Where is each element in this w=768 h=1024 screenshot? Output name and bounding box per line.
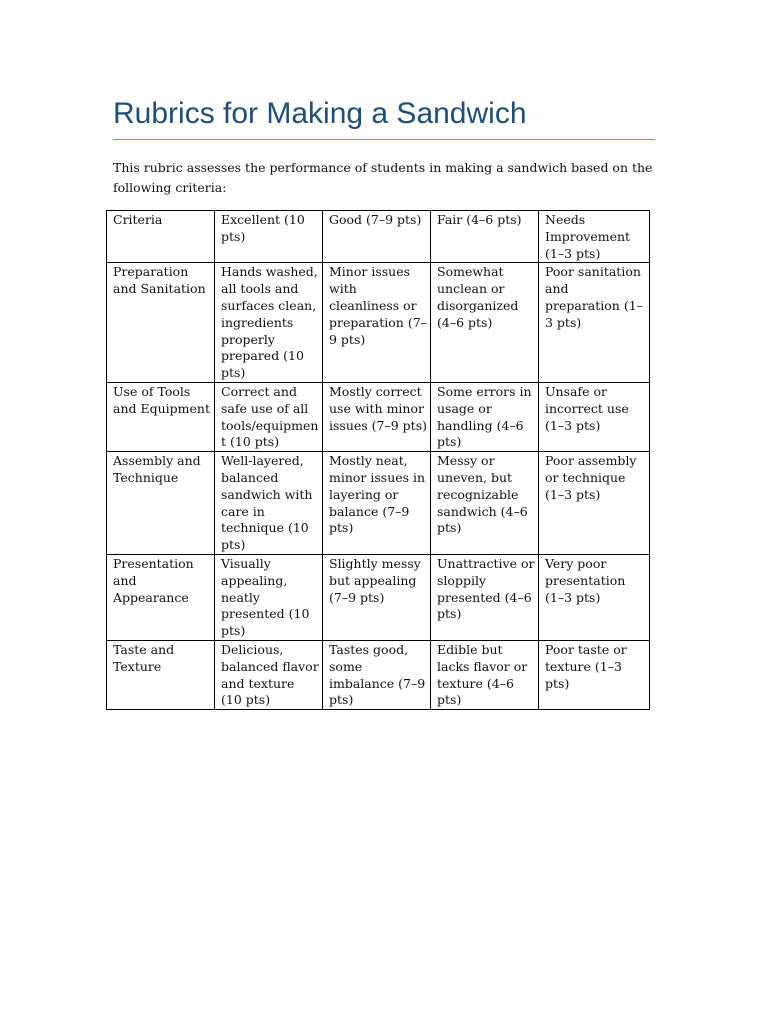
good-cell: Tastes good, some imbalance (7–9 pts) (323, 640, 431, 709)
excellent-cell: Well-layered, balanced sandwich with care in technique (10 pts) (215, 452, 323, 555)
rubric-table (106, 210, 650, 710)
table-row (107, 640, 650, 709)
needs-improvement-cell: Unsafe or incorrect use (1–3 pts) (539, 382, 650, 451)
fair-cell: Unattractive or sloppily presented (4–6 pts) (431, 554, 539, 640)
table-row (107, 382, 650, 451)
intro-paragraph: This rubric assesses the performance of students in making a sandwich based on the following criteria: (113, 160, 653, 195)
excellent-cell: Delicious, balanced flavor and texture (10 pts) (215, 640, 323, 709)
needs-improvement-cell: Very poor presentation (1–3 pts) (539, 554, 650, 640)
needs-improvement-cell: Poor sanitation and preparation (1–3 pts) (539, 263, 650, 383)
criterion-cell: Preparation and Sanitation (107, 263, 215, 383)
criterion-cell: Presentation and Appearance (107, 554, 215, 640)
excellent-cell: Correct and safe use of all tools/equipment (10 pts) (215, 382, 323, 451)
document-title: Rubrics for Making a Sandwich (113, 97, 527, 130)
needs-improvement-cell: Poor assembly or technique (1–3 pts) (539, 452, 650, 555)
table-row (107, 452, 650, 555)
fair-cell: Somewhat unclean or disorganized (4–6 pts) (431, 263, 539, 383)
good-cell: Minor issues with cleanliness or preparation (7–9 pts) (323, 263, 431, 383)
header-cell-needs-improvement: Needs Improvement (1–3 pts) (539, 211, 650, 263)
fair-cell: Edible but lacks flavor or texture (4–6 pts) (431, 640, 539, 709)
header-cell-criteria: Criteria (107, 211, 215, 263)
header-cell-excellent: Excellent (10 pts) (215, 211, 323, 263)
table-row (107, 554, 650, 640)
header-cell-good: Good (7–9 pts) (323, 211, 431, 263)
fair-cell: Messy or uneven, but recognizable sandwich (4–6 pts) (431, 452, 539, 555)
table-row (107, 263, 650, 383)
good-cell: Mostly correct use with minor issues (7–9 pts) (323, 382, 431, 451)
fair-cell: Some errors in usage or handling (4–6 pts) (431, 382, 539, 451)
excellent-cell: Visually appealing, neatly presented (10 pts) (215, 554, 323, 640)
criterion-cell: Taste and Texture (107, 640, 215, 709)
good-cell: Slightly messy but appealing (7–9 pts) (323, 554, 431, 640)
title-underline (113, 139, 655, 140)
criterion-cell: Assembly and Technique (107, 452, 215, 555)
header-cell-fair: Fair (4–6 pts) (431, 211, 539, 263)
needs-improvement-cell: Poor taste or texture (1–3 pts) (539, 640, 650, 709)
criterion-cell: Use of Tools and Equipment (107, 382, 215, 451)
table-header-row (107, 211, 650, 263)
good-cell: Mostly neat, minor issues in layering or balance (7–9 pts) (323, 452, 431, 555)
excellent-cell: Hands washed, all tools and surfaces clean, ingredients properly prepared (10 pts) (215, 263, 323, 383)
